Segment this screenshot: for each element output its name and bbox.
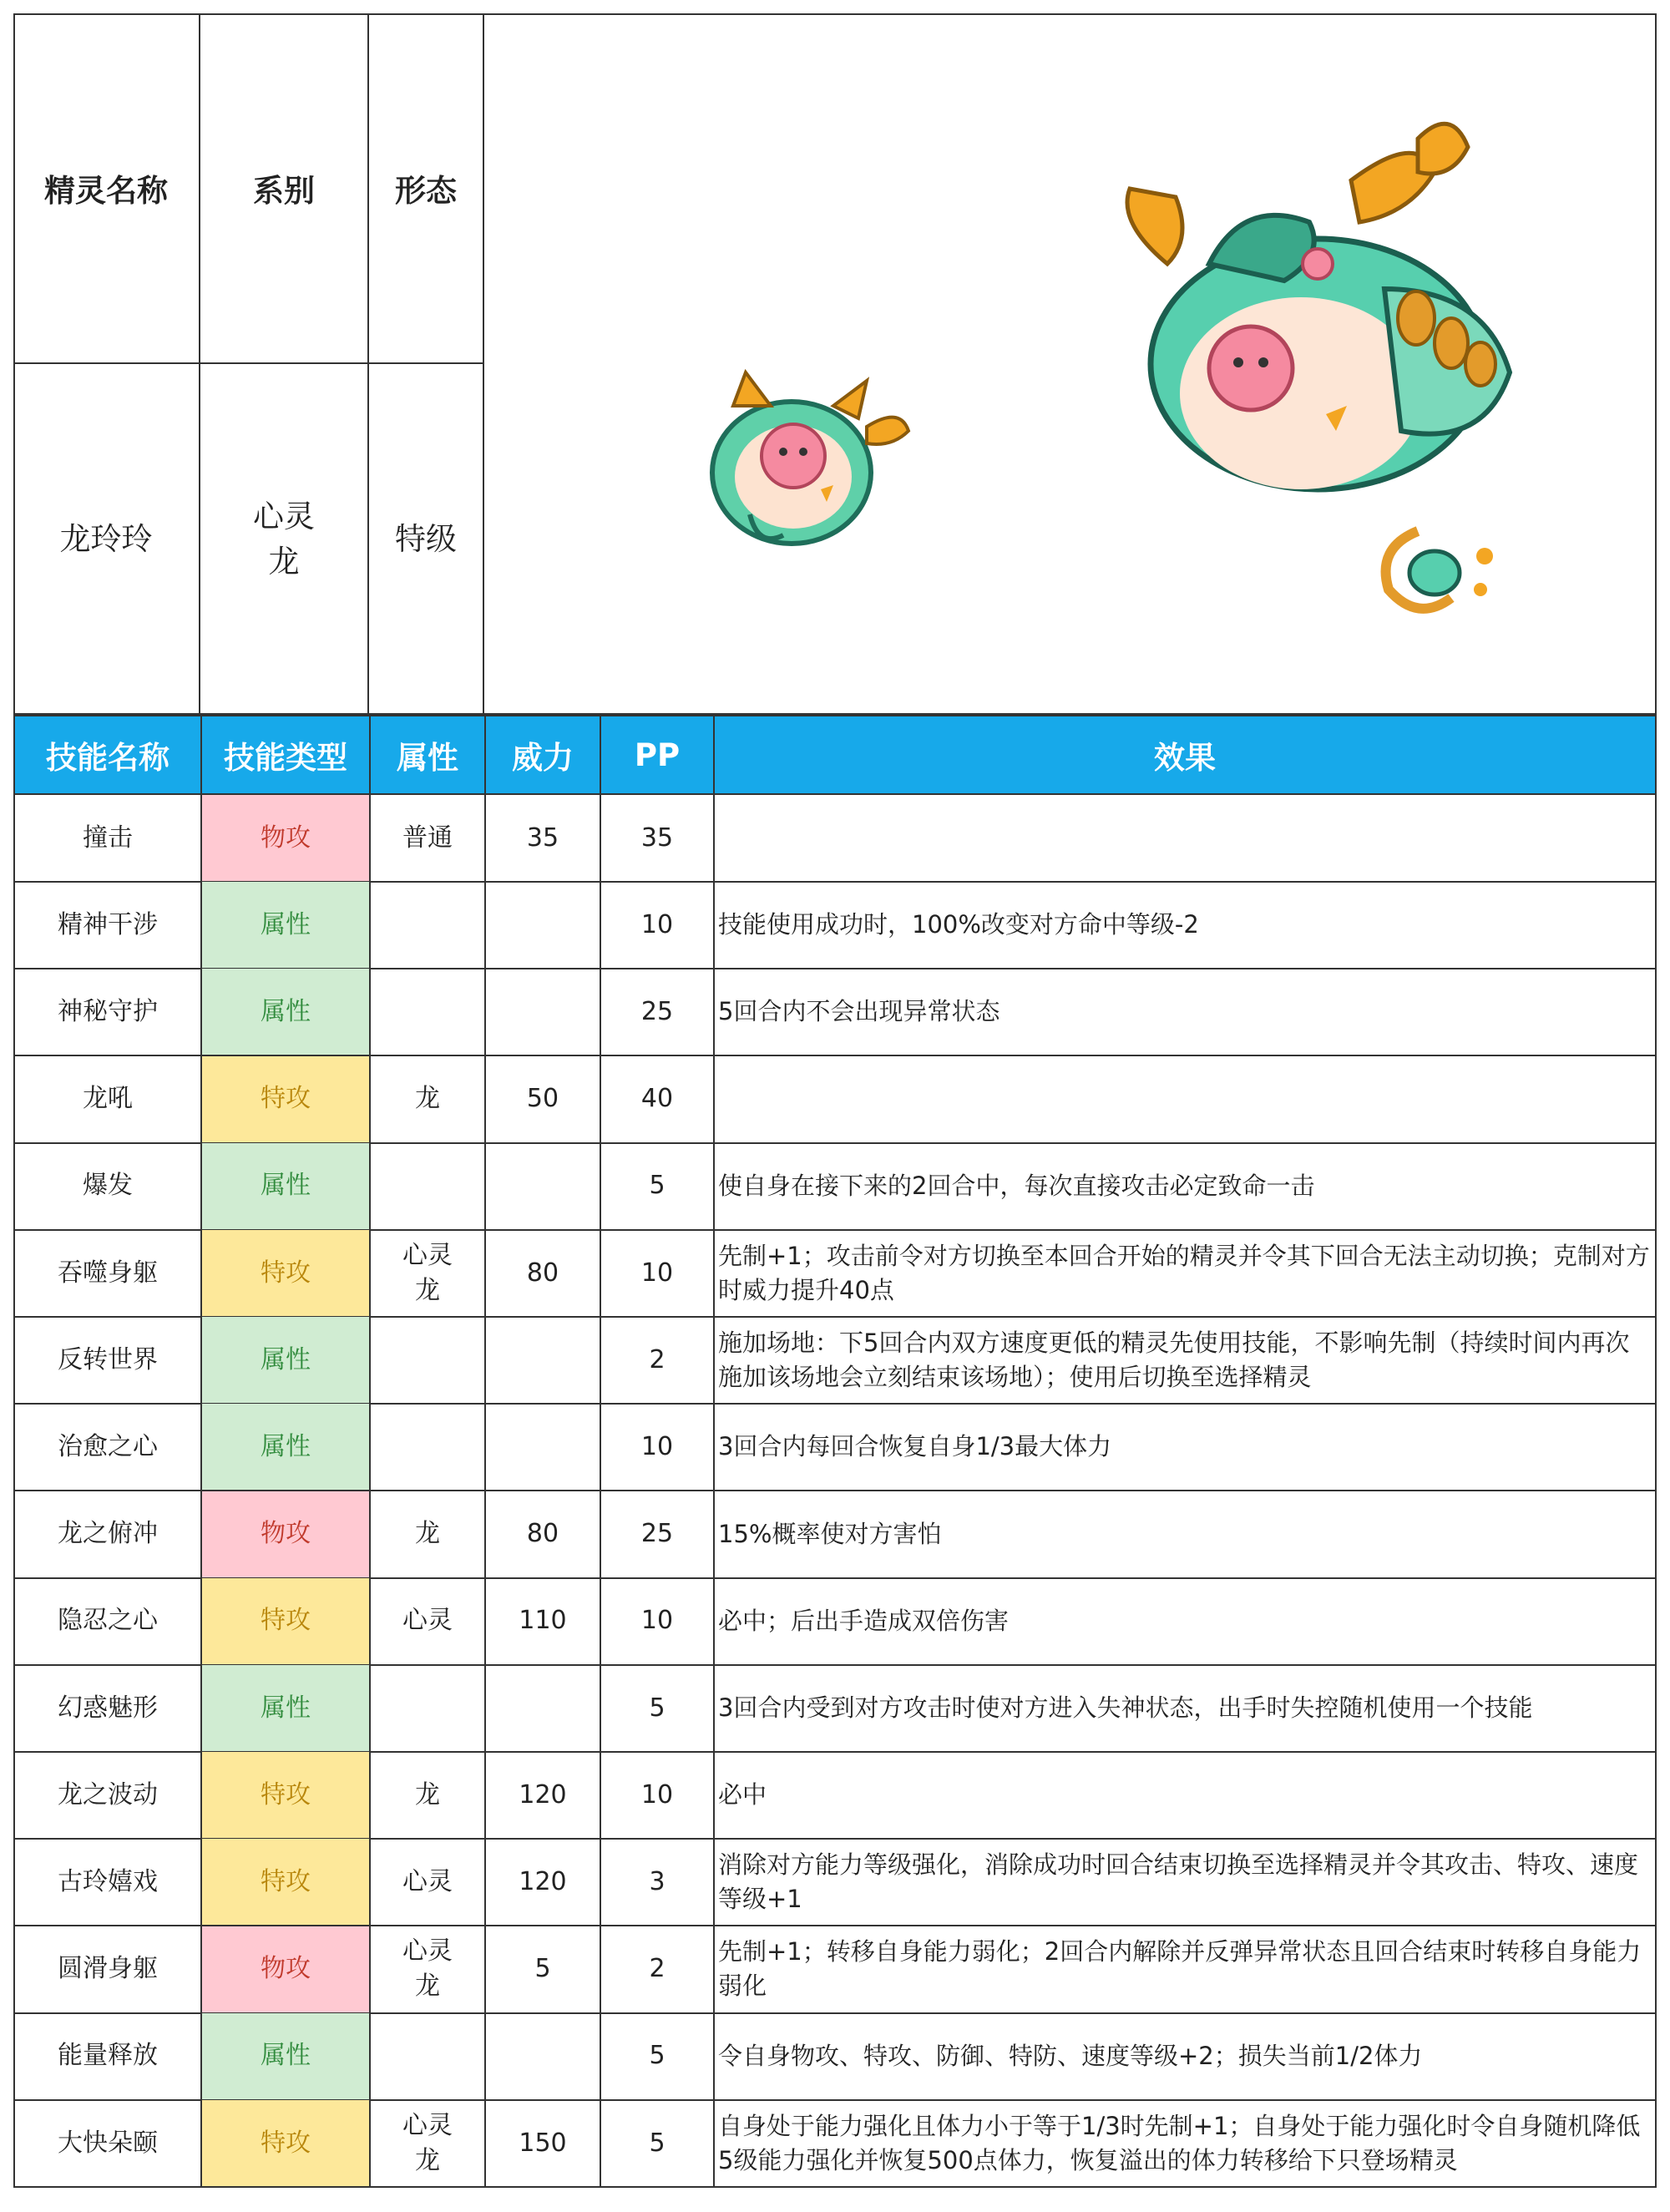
skill-pp-text: 25 (640, 996, 674, 1026)
skill-attribute-text: 心灵 龙 (402, 2110, 453, 2175)
skill-name-text: 精神干涉 (58, 909, 158, 939)
skill-effect-text: 必中；后出手造成双倍伤害 (718, 1606, 1010, 1635)
skill-power-text: 120 (519, 1779, 567, 1810)
skill-type-text: 物攻 (261, 823, 311, 853)
skill-attribute (371, 1230, 486, 1316)
skill-name (15, 882, 202, 968)
skill-power-text: 50 (526, 1084, 559, 1114)
skill-pp (601, 1578, 715, 1664)
skill-type (202, 1665, 371, 1751)
skill-power (486, 795, 601, 881)
skill-name-text: 神秘守护 (58, 996, 158, 1026)
skill-type (202, 795, 371, 881)
pet-artwork (483, 13, 1657, 715)
skill-type-text: 属性 (261, 2041, 311, 2071)
skill-attribute (371, 1056, 486, 1142)
header-attribute: 属性 (371, 716, 486, 793)
skill-pp (601, 1143, 715, 1229)
skill-name (15, 1665, 202, 1751)
skill-table-header (13, 715, 1657, 795)
table-row (13, 1491, 1657, 1579)
skill-effect (715, 969, 1655, 1055)
skill-power-text: 5 (534, 1954, 551, 1984)
skill-power (486, 1317, 601, 1403)
skill-type (202, 1491, 371, 1577)
skill-pp (601, 1317, 715, 1403)
form-header: 形态 (369, 13, 483, 364)
table-row (13, 1317, 1657, 1405)
skill-type (202, 1317, 371, 1403)
skill-pp-text: 10 (640, 1606, 674, 1636)
skill-effect-text: 3回合内受到对方攻击时使对方进入失神状态，出手时失控随机使用一个技能 (718, 1693, 1533, 1722)
table-row (13, 1404, 1657, 1491)
skill-pp-text: 35 (640, 823, 674, 853)
skill-name-text: 幻惑魅形 (58, 1693, 158, 1723)
skill-pp-text: 2 (649, 1954, 665, 1984)
skill-attribute-text: 心灵 (402, 1606, 453, 1636)
skill-pp (601, 1491, 715, 1577)
name-header: 精灵名称 (13, 13, 199, 364)
skill-attribute-text: 龙 (415, 1779, 440, 1810)
name-column (13, 13, 200, 715)
skill-name (15, 1926, 202, 2012)
table-row (13, 969, 1657, 1056)
skill-power-text: 120 (519, 1866, 567, 1896)
skill-power (486, 1056, 601, 1142)
form-column (369, 13, 484, 715)
table-row (13, 1926, 1657, 2014)
skill-type-text: 属性 (261, 1693, 311, 1723)
large-form-illustration (1127, 124, 1510, 609)
table-row (13, 1578, 1657, 1666)
skill-type-text: 属性 (261, 996, 311, 1026)
skill-pp (601, 795, 715, 881)
skill-type (202, 1143, 371, 1229)
skill-type-text: 属性 (261, 909, 311, 939)
skill-name (15, 1404, 202, 1490)
system-column (200, 13, 369, 715)
skill-attribute (371, 882, 486, 968)
skill-type-text: 属性 (261, 1171, 311, 1201)
skill-type (202, 1230, 371, 1316)
skill-name-text: 吞噬身躯 (58, 1258, 158, 1288)
header-power: 威力 (486, 716, 601, 793)
skill-attribute (371, 1317, 486, 1403)
skill-type (202, 1404, 371, 1490)
skill-effect-text: 先制+1；攻击前令对方切换至本回合开始的精灵并令其下回合无法主动切换；克制对方时威力提升40点 (718, 1241, 1650, 1304)
skill-pp-text: 25 (640, 1519, 674, 1549)
header-effect: 效果 (1154, 740, 1216, 776)
skill-name-text: 古玲嬉戏 (58, 1866, 158, 1896)
skill-pp-text: 5 (649, 1693, 665, 1723)
skill-name-text: 反转世界 (58, 1344, 158, 1374)
skill-type-text: 特攻 (261, 2128, 311, 2158)
skill-effect-text: 必中 (718, 1780, 767, 1810)
skill-name-text: 能量释放 (58, 2041, 158, 2071)
skill-pp (601, 1230, 715, 1316)
skill-power-text: 110 (519, 1606, 567, 1636)
table-row (13, 1056, 1657, 1144)
skill-attribute (371, 1752, 486, 1838)
skill-effect (715, 1926, 1655, 2012)
skill-pp (601, 1665, 715, 1751)
skill-pp (601, 1056, 715, 1142)
skill-type (202, 2013, 371, 2099)
skill-pp-text: 5 (649, 1171, 665, 1201)
skill-pp (601, 2013, 715, 2099)
skill-type (202, 882, 371, 968)
skill-pp (601, 1752, 715, 1838)
skill-pp-text: 10 (640, 1258, 674, 1288)
skill-attribute (371, 1578, 486, 1664)
pet-system (200, 364, 367, 715)
skill-type (202, 969, 371, 1055)
skill-pp (601, 1926, 715, 2012)
skill-type (202, 1839, 371, 1925)
skill-attribute-text: 龙 (415, 1084, 440, 1114)
skill-type-text: 特攻 (261, 1258, 311, 1288)
skill-name-text: 大快朵颐 (58, 2128, 158, 2158)
skill-power (486, 1230, 601, 1316)
skill-effect (715, 2100, 1655, 2186)
skill-power-text: 35 (526, 823, 559, 853)
table-row (13, 1230, 1657, 1318)
skill-effect (715, 1752, 1655, 1838)
skill-pp-text: 5 (649, 2041, 665, 2071)
table-row (13, 2100, 1657, 2188)
skill-name (15, 1578, 202, 1664)
skill-pp (601, 1404, 715, 1490)
skill-attribute (371, 2013, 486, 2099)
skill-pp (601, 882, 715, 968)
skill-type-text: 特攻 (261, 1866, 311, 1896)
skill-effect (715, 1839, 1655, 1925)
skill-power (486, 1752, 601, 1838)
skill-pp-text: 5 (649, 2128, 665, 2158)
pet-system-2: 龙 (268, 544, 300, 580)
skill-power-text: 150 (519, 2128, 567, 2158)
skill-power (486, 1404, 601, 1490)
skill-pp-text: 2 (649, 1344, 665, 1374)
skill-name-text: 龙之俯冲 (58, 1519, 158, 1549)
header-pp: PP (601, 716, 715, 793)
skill-name-text: 爆发 (83, 1171, 133, 1201)
skill-effect-text: 技能使用成功时，100%改变对方命中等级-2 (718, 910, 1199, 939)
skill-power (486, 969, 601, 1055)
skill-power (486, 1839, 601, 1925)
table-row (13, 1665, 1657, 1753)
skill-effect (715, 1578, 1655, 1664)
skill-effect-text: 先制+1；转移自身能力弱化；2回合内解除并反弹异常状态且回合结束时转移自身能力弱化 (718, 1937, 1642, 2001)
skill-pp-text: 10 (640, 1431, 674, 1461)
skill-effect (715, 2013, 1655, 2099)
skill-name-text: 圆滑身躯 (58, 1954, 158, 1984)
table-row (13, 1143, 1657, 1231)
skill-effect (715, 1056, 1655, 1142)
pet-system-1: 心灵 (253, 499, 315, 534)
table-row (13, 1839, 1657, 1926)
skill-power (486, 882, 601, 968)
skill-attribute (371, 1143, 486, 1229)
skill-name-text: 龙吼 (83, 1084, 133, 1114)
skill-effect (715, 1404, 1655, 1490)
skill-attribute-text: 心灵 龙 (402, 1240, 453, 1305)
skill-pp (601, 1839, 715, 1925)
skill-power-text: 80 (526, 1258, 559, 1288)
skill-type-text: 物攻 (261, 1519, 311, 1549)
skill-name-text: 治愈之心 (58, 1431, 158, 1461)
skill-effect-text: 消除对方能力等级强化，消除成功时回合结束切换至选择精灵并令其攻击、特攻、速度等级+1 (718, 1850, 1639, 1913)
skill-attribute (371, 795, 486, 881)
skill-name (15, 1143, 202, 1229)
skill-name (15, 795, 202, 881)
skill-power (486, 1665, 601, 1751)
skill-attribute-text: 心灵 (402, 1866, 453, 1896)
table-row (13, 882, 1657, 969)
skill-pp-text: 10 (640, 909, 674, 939)
skill-attribute (371, 2100, 486, 2186)
skill-attribute (371, 969, 486, 1055)
skill-power (486, 2100, 601, 2186)
skill-type (202, 1578, 371, 1664)
skill-name-text: 龙之波动 (58, 1779, 158, 1810)
skill-pp-text: 3 (649, 1866, 665, 1896)
skill-effect (715, 795, 1655, 881)
skill-name (15, 1230, 202, 1316)
skill-pp (601, 2100, 715, 2186)
skill-effect-text: 5回合内不会出现异常状态 (718, 997, 1000, 1026)
skill-pp-text: 40 (640, 1084, 674, 1114)
skill-type-text: 属性 (261, 1431, 311, 1461)
skill-type (202, 2100, 371, 2186)
header-skill-name: 技能名称 (15, 716, 202, 793)
skill-power (486, 1578, 601, 1664)
system-header: 系别 (200, 13, 367, 364)
skill-power (486, 1143, 601, 1229)
pet-name: 龙玲玲 (59, 521, 153, 557)
skill-type (202, 1752, 371, 1838)
skill-effect (715, 1491, 1655, 1577)
skill-attribute-text: 心灵 龙 (402, 1936, 453, 2002)
skill-type-text: 特攻 (261, 1606, 311, 1636)
skill-name (15, 969, 202, 1055)
skill-effect (715, 1143, 1655, 1229)
skill-attribute (371, 1491, 486, 1577)
pet-info (13, 13, 1657, 715)
skill-attribute-text: 龙 (415, 1519, 440, 1549)
skill-type-text: 属性 (261, 1344, 311, 1374)
skill-attribute (371, 1404, 486, 1490)
skill-power (486, 1491, 601, 1577)
skill-type-text: 特攻 (261, 1779, 311, 1810)
skill-effect (715, 1317, 1655, 1403)
skill-name (15, 2013, 202, 2099)
skill-attribute (371, 1839, 486, 1925)
skill-power-text: 80 (526, 1519, 559, 1549)
skill-name (15, 1056, 202, 1142)
skill-name (15, 1839, 202, 1925)
skill-effect-text: 使自身在接下来的2回合中，每次直接攻击必定致命一击 (718, 1171, 1315, 1200)
skill-name (15, 1317, 202, 1403)
skill-type (202, 1056, 371, 1142)
header-skill-type: 技能类型 (202, 716, 371, 793)
table-row (13, 795, 1657, 883)
skill-effect (715, 882, 1655, 968)
skill-attribute-text: 普通 (402, 823, 453, 853)
skill-name (15, 1491, 202, 1577)
skill-effect-text: 自身处于能力强化且体力小于等于1/3时先制+1；自身处于能力强化时令自身随机降低5级能力强化并恢复500点体力，恢复溢出的体力转移给下只登场精灵 (718, 2111, 1641, 2174)
skill-effect-text: 15%概率使对方害怕 (718, 1519, 942, 1548)
pet-form: 特级 (395, 521, 457, 557)
skill-power (486, 1926, 601, 2012)
small-form-illustration (712, 372, 908, 544)
skill-name (15, 1752, 202, 1838)
table-row (13, 2013, 1657, 2101)
skill-name (15, 2100, 202, 2186)
skill-effect (715, 1230, 1655, 1316)
skill-type-text: 特攻 (261, 1084, 311, 1114)
skill-pp (601, 969, 715, 1055)
skill-effect-text: 3回合内每回合恢复自身1/3最大体力 (718, 1432, 1112, 1461)
skill-name-text: 撞击 (83, 823, 133, 853)
skill-pp-text: 10 (640, 1779, 674, 1810)
skill-attribute (371, 1665, 486, 1751)
skill-effect (715, 1665, 1655, 1751)
skill-effect-text: 施加场地：下5回合内双方速度更低的精灵先使用技能，不影响先制（持续时间内再次施加该场地会立刻结束该场地）；使用后切换至选择精灵 (718, 1328, 1630, 1391)
skill-type (202, 1926, 371, 2012)
skill-type-text: 物攻 (261, 1954, 311, 1984)
skill-attribute (371, 1926, 486, 2012)
skill-name-text: 隐忍之心 (58, 1606, 158, 1636)
skill-effect-text: 令自身物攻、特攻、防御、特防、速度等级+2；损失当前1/2体力 (718, 2041, 1423, 2070)
table-row (13, 1752, 1657, 1840)
skill-power (486, 2013, 601, 2099)
